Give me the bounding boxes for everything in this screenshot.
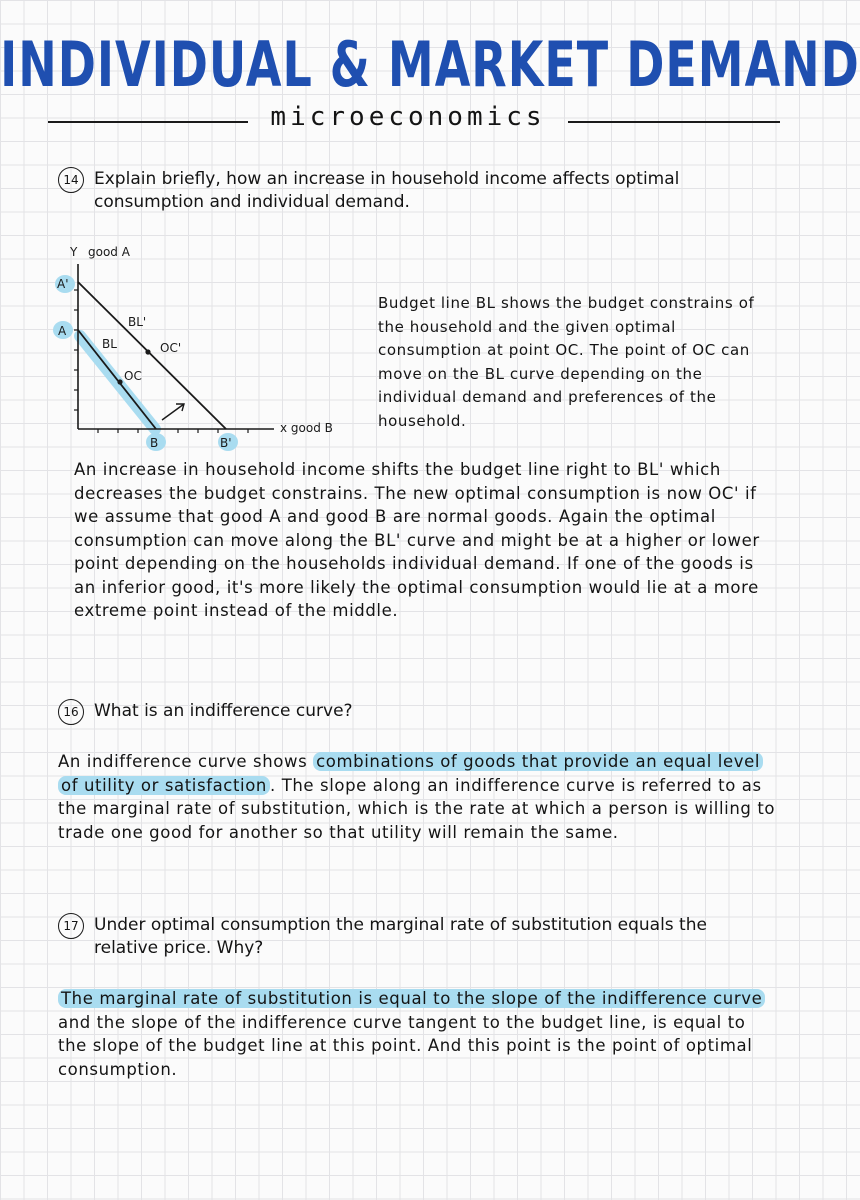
y-axis-label: good A	[88, 245, 130, 259]
answer-17-highlight: The marginal rate of substitution is equal to the slope of the indifference curve	[58, 989, 765, 1008]
label-a: A	[58, 324, 67, 338]
subtitle-rule-left	[48, 121, 248, 123]
answer-16-rest: . The slope along an indifference curve is referred to as the marginal rate of substitution, which is the rate at which a person is willing to trade one good for another so that utility will remain the same.	[58, 775, 776, 842]
answer-16	[58, 750, 780, 844]
label-oc: OC	[124, 369, 142, 383]
answer-16-start: An indifference curve shows	[58, 752, 314, 771]
subtitle-row	[48, 102, 780, 138]
answer-16-highlight: combinations of goods that provide an equal level of utility or satisfaction	[58, 752, 763, 795]
subtitle-rule-right	[568, 121, 780, 123]
budget-line-bl	[78, 330, 156, 429]
subtitle: microeconomics	[270, 102, 546, 132]
question-number-14: 14	[58, 167, 84, 193]
question-16-text: What is an indifference curve?	[94, 701, 353, 721]
answer-17	[58, 987, 780, 1081]
question-16	[58, 700, 758, 725]
answer-17-rest: and the slope of the indifference curve tangent to the budget line, is equal to the slope of the budget line at this point. And this point is the point of optimal consumption.	[58, 1012, 753, 1079]
label-oc-prime: OC'	[160, 341, 182, 355]
graph-explanation: Budget line BL shows the budget constrains of the household and the given optimal consumption at point OC. The point of OC can move on the BL curve depending on the individual demand and preferences of the household.	[378, 294, 755, 430]
point-oc-prime	[145, 349, 150, 354]
question-17	[58, 914, 758, 960]
shift-arrow-icon	[162, 404, 184, 420]
question-17-text: Under optimal consumption the marginal rate of substitution equals the relative price. Why?	[94, 915, 707, 958]
label-a-prime: A'	[57, 277, 69, 291]
label-bl: BL	[102, 337, 117, 351]
question-number-17: 17	[58, 913, 84, 939]
question-14-text: Explain briefly, how an increase in household income affects optimal consumption and individual demand.	[94, 169, 680, 212]
budget-line-graph	[52, 240, 362, 460]
label-b-prime: B'	[220, 436, 232, 450]
label-bl-prime: BL'	[128, 315, 147, 329]
point-oc	[117, 379, 122, 384]
answer-14: An increase in household income shifts the budget line right to BL' which decreases the budget constrains. The new optimal consumption is now OC' if we assume that good A and good B are normal goods. Again the optimal consumption can move along the BL' curve and might be at a higher or lower point depending on the households individual demand. If one of the goods is an inferior good, it's more likely the optimal consumption would lie at a more extreme point instead of the middle.	[74, 460, 760, 620]
y-axis-letter: Y	[70, 245, 78, 259]
page-title: INDIVIDUAL & MARKET DEMAND	[0, 28, 860, 101]
question-number-16: 16	[58, 699, 84, 725]
label-b: B	[150, 436, 159, 450]
x-axis-label: x good B	[280, 421, 333, 435]
question-14	[58, 168, 758, 214]
